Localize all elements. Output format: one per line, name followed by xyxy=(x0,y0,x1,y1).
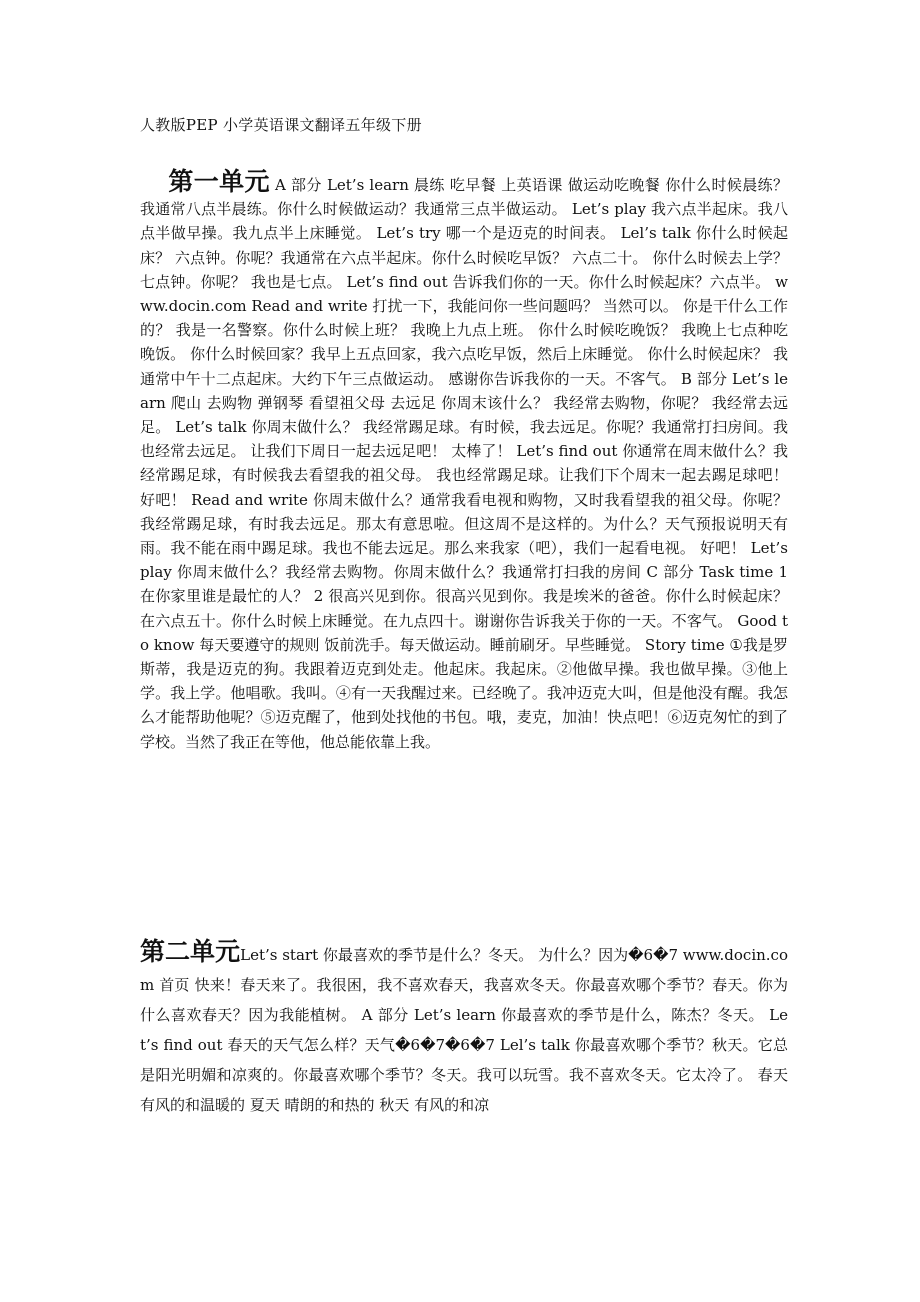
unit-one-section xyxy=(140,167,788,754)
unit-one-text: A 部分 Let’s learn 晨练 吃早餐 上英语课 做运动吃晚餐 你什么时候晨练？我通常八点半晨练。你什么时候做运动？我通常三点半做运动。 Let’s play 我六点半起床。我八点半做早操。我九点半上床睡觉。 Let’s try 哪一个是迈克的时间表。 Lel’s talk 你什么时候起床？ 六点钟。你呢？我通常在六点半起床。你什么时候吃早饭？ 六点二十。 你什么时候去上学？ 七点钟。你呢？ 我也是七点。 Let’s find out 告诉我们你的一天。你什么时候起床？六点半。 www.docin.com Read and write 打扰一下，我能问你一些问题吗？ 当然可以。 你是干什么工作的？ 我是一名警察。你什么时候上班？ 我晚上九点上班。 你什么时候吃晚饭？ 我晚上七点种吃晚饭。 你什么时候回家？我早上五点回家，我六点吃早饭，然后上床睡觉。 你什么时候起床？ 我通常中午十二点起床。大约下午三点做运动。 感谢你告诉我你的一天。不客气。 B 部分 Let’s learn 爬山 去购物 弹钢琴 看望祖父母 去远足 你周末该什么？ 我经常去购物，你呢？ 我经常去远足。 Let’s talk 你周末做什么？ 我经常踢足球。有时候，我去远足。你呢？我通常打扫房间。我也经常去远足。 让我们下周日一起去远足吧！ 太棒了！ Let’s find out 你通常在周末做什么？我经常踢足球，有时候我去看望我的祖父母。 我也经常踢足球。让我们下个周末一起去踢足球吧！ 好吧！ Read and write 你周末做什么？通常我看电视和购物，又时我看望我的祖父母。你呢？我经常踢足球，有时我去远足。那太有意思啦。但这周不是这样的。为什么？天气预报说明天有雨。我不能在雨中踢足球。我也不能去远足。那么来我家（吧），我们一起看电视。 好吧！ Let’s play 你周末做什么？我经常去购物。你周末做什么？我通常打扫我的房间 C 部分 Task time 1 在你家里谁是最忙的人？ 2 很高兴见到你。很高兴见到你。我是埃米的爸爸。你什么时候起床？在六点五十。你什么时候上床睡觉。在九点四十。谢谢你告诉我关于你的一天。不客气。 Good to know 每天要遵守的规则 饭前洗手。每天做运动。睡前刷牙。早些睡觉。 Story time ①我是罗斯蒂，我是迈克的狗。我跟着迈克到处走。他起床。我起床。②他做早操。我也做早操。③他上学。我上学。他唱歌。我叫。④有一天我醒过来。已经晚了。我冲迈克大叫，但是他没有醒。我怎么才能帮助他呢？⑤迈克醒了，他到处找他的书包。哦，麦克，加油！快点吧！⑥迈克匆忙的到了学校。当然了我正在等他，他总能依靠上我。 xyxy=(140,176,788,751)
document-title: 人教版PEP 小学英语课文翻译五年级下册 xyxy=(140,116,422,134)
unit-one-paragraph xyxy=(140,167,788,754)
unit-one-heading: 第一单元 xyxy=(168,167,270,196)
unit-two-heading: 第二单元 xyxy=(140,937,241,966)
unit-two-text: Let’s start 你最喜欢的季节是什么？冬天。 为什么？因为�6�7 www.docin.com 首页 快来！春天来了。我很困，我不喜欢春天，我喜欢冬天。你最喜欢哪个季节？春天。你为什么喜欢春天？因为我能植树。 A 部分 Let’s learn 你最喜欢的季节是什么，陈杰？冬天。 Let’s find out 春天的天气怎么样？天气�6�7�6�7 Lel’s talk 你最喜欢哪个季节？秋天。它总是阳光明媚和凉爽的。你最喜欢哪个季节？冬天。我可以玩雪。我不喜欢冬天。它太冷了。 春天 有风的和温暖的 夏天 晴朗的和热的 秋天 有风的和凉 xyxy=(140,946,788,1114)
unit-two-paragraph xyxy=(140,937,788,1120)
unit-two-section xyxy=(140,937,788,1120)
